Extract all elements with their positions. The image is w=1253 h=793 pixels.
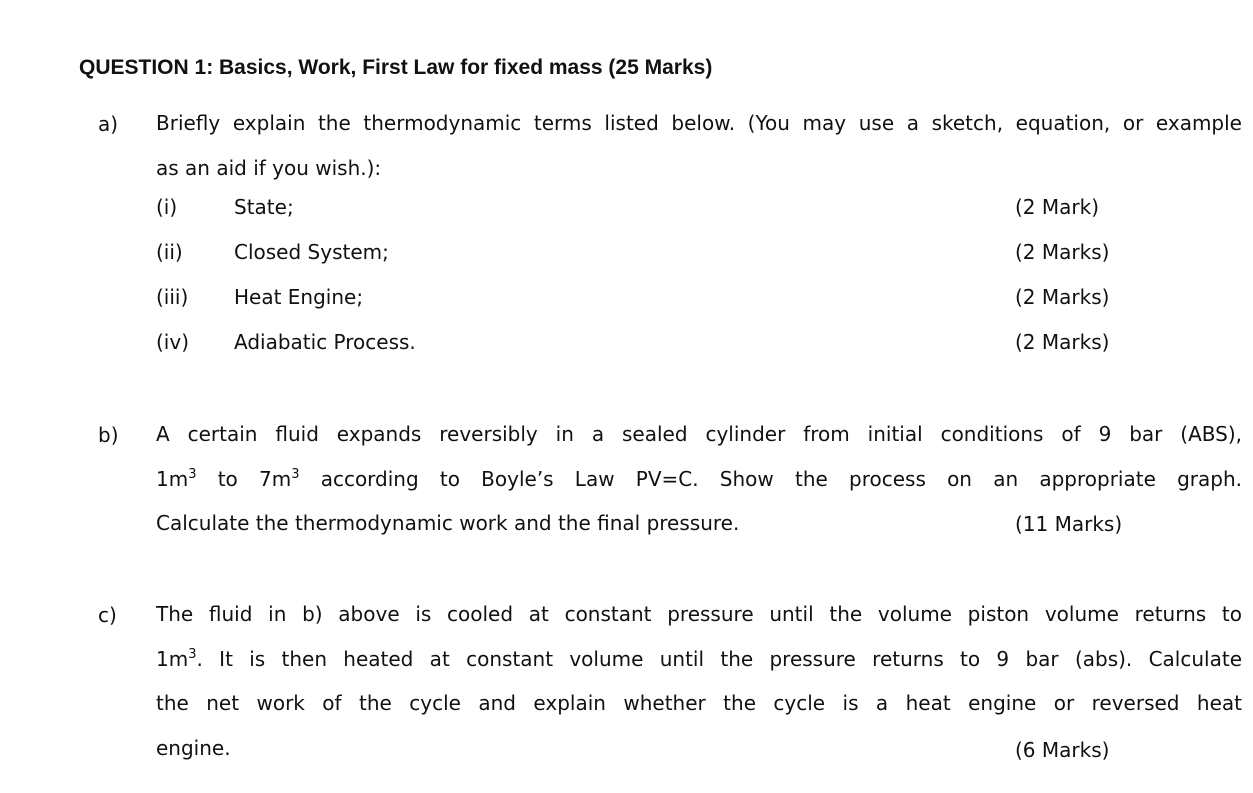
item-marks: (2 Marks) <box>1015 240 1110 264</box>
part-c-line-3: the net work of the cycle and explain whether the cycle is a heat engine or reversed heat <box>156 691 1242 715</box>
item-text: Heat Engine; <box>234 285 364 309</box>
part-c-line-2 <box>156 637 1242 682</box>
part-b-marks: (11 Marks) <box>1015 512 1123 536</box>
part-c-marks: (6 Marks) <box>1015 738 1110 762</box>
part-a-text <box>156 101 1242 190</box>
part-c-line-4: engine. <box>156 735 231 760</box>
item-number: (ii) <box>156 240 183 264</box>
part-c-line-2-a: 1m <box>156 646 189 671</box>
part-b-line-2-c: according to Boyle’s Law PV=C. Show the process on an appropriate graph. <box>299 466 1242 491</box>
part-c-label: c) <box>98 603 117 627</box>
part-c-line-1: The fluid in b) above is cooled at constant pressure until the volume piston volume returns to <box>156 602 1242 626</box>
part-b-line-2 <box>156 457 1242 502</box>
part-a-line-1: Briefly explain the thermodynamic terms listed below. (You may use a sketch, equation, or example <box>156 111 1242 135</box>
item-number: (i) <box>156 195 178 219</box>
part-c-line-2-b: . It is then heated at constant volume until the pressure returns to 9 bar (abs). Calculate <box>196 646 1242 671</box>
part-b-label: b) <box>98 423 119 447</box>
part-b-line-3: Calculate the thermodynamic work and the final pressure. <box>156 511 740 535</box>
item-text: Closed System; <box>234 240 389 264</box>
item-text: State; <box>234 195 294 219</box>
item-marks: (2 Marks) <box>1015 330 1110 354</box>
item-number: (iii) <box>156 285 189 309</box>
part-b-line-2-a: 1m <box>156 466 189 491</box>
superscript: 3 <box>188 466 197 482</box>
item-text: Adiabatic Process. <box>234 330 416 354</box>
question-title: QUESTION 1: Basics, Work, First Law for fixed mass (25 Marks) <box>79 56 713 79</box>
superscript: 3 <box>291 466 300 482</box>
part-a-label: a) <box>98 112 119 136</box>
part-a-line-2: as an aid if you wish.): <box>156 155 382 180</box>
item-marks: (2 Marks) <box>1015 285 1110 309</box>
item-number: (iv) <box>156 330 189 354</box>
superscript: 3 <box>188 646 197 662</box>
part-b-line-2-b: to 7m <box>196 466 292 491</box>
item-marks: (2 Mark) <box>1015 195 1100 219</box>
part-b-line-1: A certain fluid expands reversibly in a sealed cylinder from initial conditions of 9 bar (ABS), <box>156 422 1242 446</box>
